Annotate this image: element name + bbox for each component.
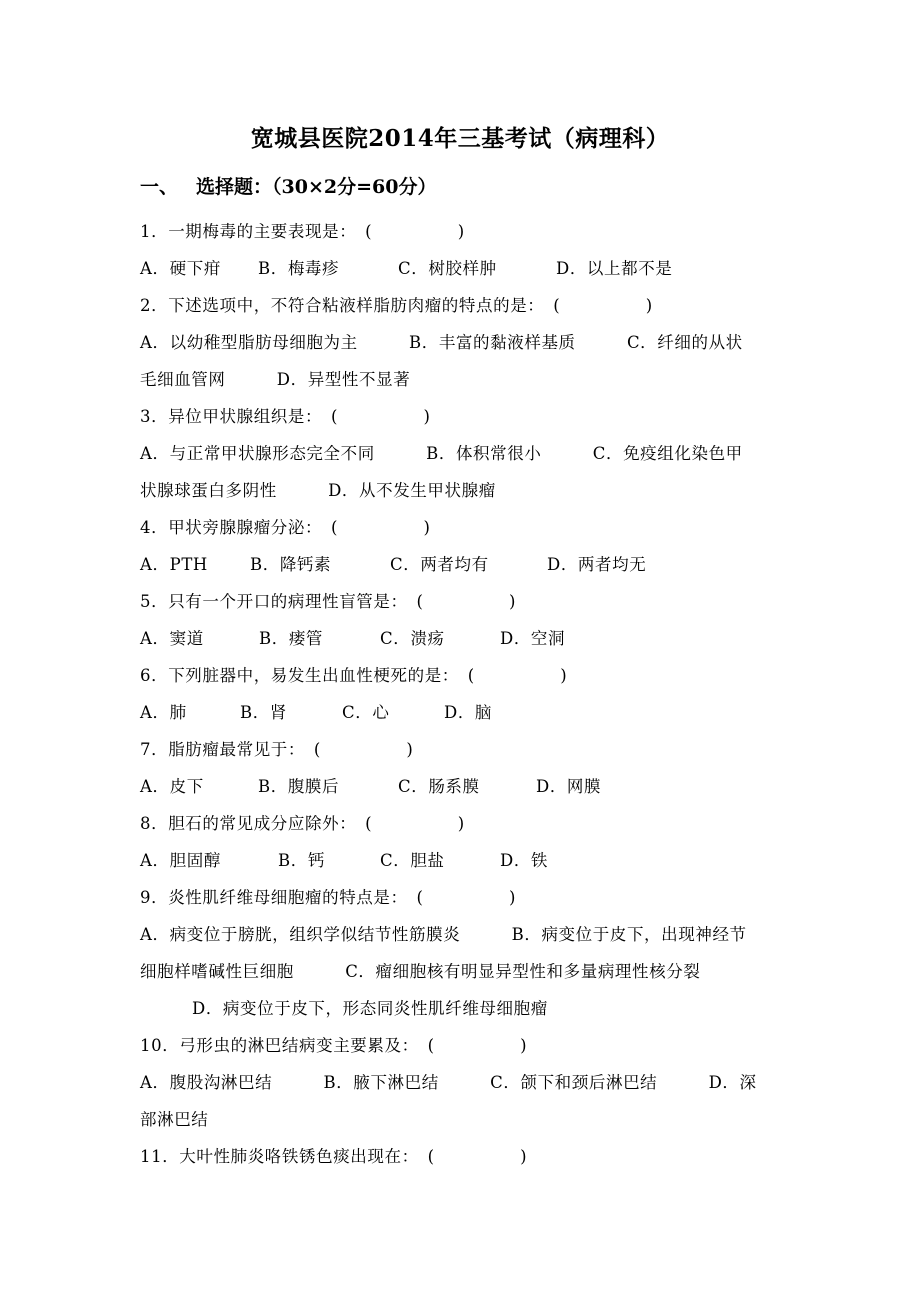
- option-c: C．胆盐: [380, 851, 445, 870]
- option-c: C．溃疡: [380, 629, 445, 648]
- answer-blank: ( ): [330, 407, 431, 426]
- option-b: B．腹膜后: [258, 777, 340, 796]
- stem-text: 9．炎性肌纤维母细胞瘤的特点是：: [140, 888, 400, 907]
- option-a: A．肺: [140, 703, 187, 722]
- option-c: C．心: [342, 703, 390, 722]
- answer-blank: ( ): [330, 518, 431, 537]
- options-row: [140, 551, 646, 575]
- option-d: D．两者均无: [547, 555, 647, 574]
- options-line: 毛细血管网 D．异型性不显著: [140, 370, 411, 389]
- options-line: A．病变位于膀胱，组织学似结节性筋膜炎 B．病变位于皮下，出现神经节: [140, 925, 747, 944]
- option-b: B．肾: [240, 703, 287, 722]
- question-stem: [140, 218, 465, 242]
- answer-blank: ( ): [553, 296, 653, 315]
- option-d: D．空洞: [500, 629, 566, 648]
- question-stem: [140, 736, 413, 760]
- option-d: D．网膜: [536, 777, 602, 796]
- stem-text: 4．甲状旁腺腺瘤分泌：: [140, 518, 314, 537]
- option-b: B．降钙素: [250, 555, 332, 574]
- options-line: 状腺球蛋白多阴性 D．从不发生甲状腺瘤: [140, 481, 496, 500]
- options-line: 细胞样嗜碱性巨细胞 C．瘤细胞核有明显异型性和多量病理性核分裂: [140, 962, 701, 981]
- answer-blank: ( ): [313, 740, 414, 759]
- stem-text: 2．下述选项中，不符合粘液样脂肪肉瘤的特点的是：: [140, 296, 537, 315]
- options-row: [140, 625, 565, 649]
- question-stem: [140, 884, 516, 908]
- stem-text: 8．胆石的常见成分应除外：: [140, 814, 349, 833]
- question-stem: [140, 810, 465, 834]
- options-line: A．与正常甲状腺形态完全不同 B．体积常很小 C．免疫组化染色甲: [140, 444, 743, 463]
- option-a: A．胆固醇: [140, 851, 221, 870]
- section-heading: [140, 172, 436, 199]
- options-row: [140, 773, 601, 797]
- question-stem: [140, 662, 567, 686]
- question-stem: [140, 403, 431, 427]
- answer-blank: ( ): [416, 592, 517, 611]
- answer-blank: ( ): [427, 1036, 528, 1055]
- section-label: 选择题：（30×2分=60分）: [196, 176, 437, 198]
- answer-blank: ( ): [467, 666, 568, 685]
- stem-text: 10．弓形虫的淋巴结病变主要累及：: [140, 1036, 411, 1055]
- stem-text: 5．只有一个开口的病理性盲管是：: [140, 592, 400, 611]
- answer-blank: ( ): [416, 888, 517, 907]
- options-line: A．以幼稚型脂肪母细胞为主 B．丰富的黏液样基质 C．纤细的从状: [140, 333, 743, 352]
- options-row: [140, 699, 492, 723]
- question-stem: [140, 1032, 527, 1056]
- answer-blank: ( ): [365, 222, 465, 241]
- options-row: [140, 255, 672, 279]
- section-number: 一、: [140, 176, 179, 198]
- options-line: D．病变位于皮下，形态同炎性肌纤维母细胞瘤: [192, 999, 548, 1018]
- options-line: A．腹股沟淋巴结 B．腋下淋巴结 C．颌下和颈后淋巴结 D．深: [140, 1073, 757, 1092]
- option-d: D．铁: [500, 851, 549, 870]
- question-stem: [140, 292, 653, 316]
- stem-text: 3．异位甲状腺组织是：: [140, 407, 314, 426]
- option-a: A．硬下疳: [140, 259, 221, 278]
- answer-blank: ( ): [427, 1147, 528, 1166]
- option-b: B．梅毒疹: [258, 259, 340, 278]
- option-a: A．PTH: [140, 555, 208, 574]
- options-row: [140, 847, 548, 871]
- question-stem: [140, 1143, 527, 1167]
- option-b: B．瘘管: [259, 629, 324, 648]
- option-c: C．两者均有: [390, 555, 489, 574]
- option-c: C．树胶样肿: [398, 259, 497, 278]
- question-stem: [140, 514, 431, 538]
- options-line: 部淋巴结: [140, 1110, 209, 1129]
- question-stem: [140, 588, 516, 612]
- option-a: A．皮下: [140, 777, 204, 796]
- option-b: B．钙: [278, 851, 325, 870]
- stem-text: 1．一期梅毒的主要表现是：: [140, 222, 349, 241]
- option-d: D．脑: [444, 703, 493, 722]
- option-d: D．以上都不是: [556, 259, 673, 278]
- option-a: A．窦道: [140, 629, 204, 648]
- stem-text: 7．脂肪瘤最常见于：: [140, 740, 297, 759]
- answer-blank: ( ): [365, 814, 465, 833]
- stem-text: 11．大叶性肺炎咯铁锈色痰出现在：: [140, 1147, 411, 1166]
- stem-text: 6．下列脏器中，易发生出血性梗死的是：: [140, 666, 451, 685]
- option-c: C．肠系膜: [398, 777, 480, 796]
- page-title: 宽城县医院2014年三基考试（病理科）: [250, 125, 670, 152]
